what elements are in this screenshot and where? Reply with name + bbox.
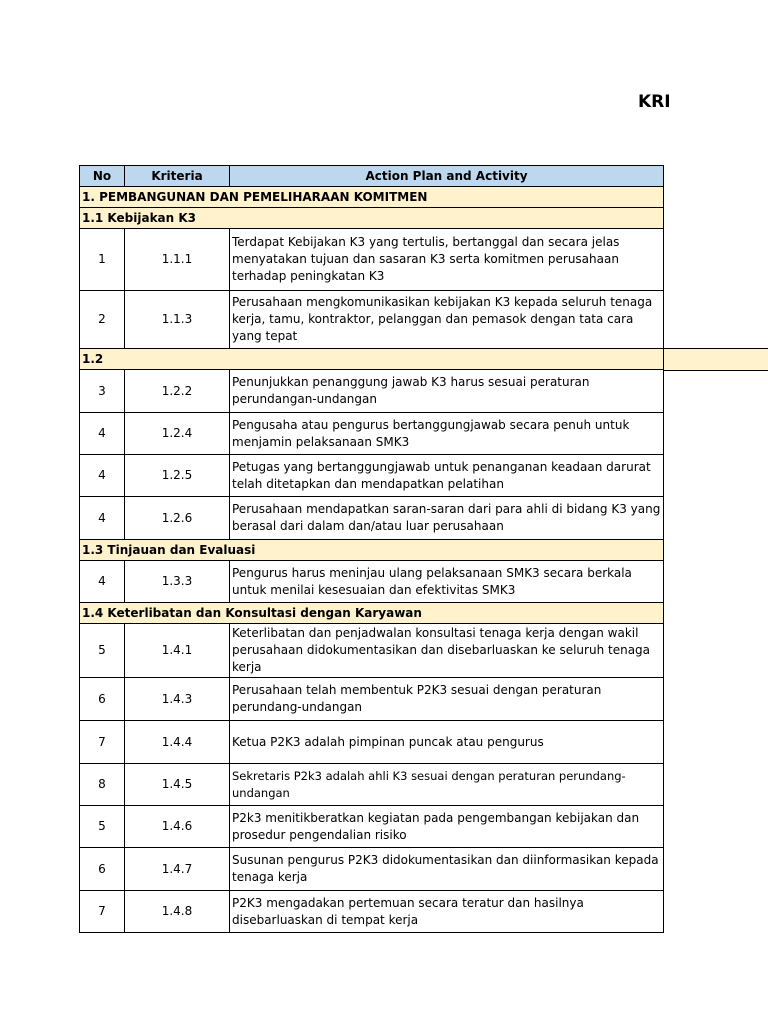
row-number: 4 <box>80 561 125 603</box>
column-header-action-plan: Action Plan and Activity <box>230 166 664 187</box>
row-kriteria: 1.4.1 <box>125 624 230 678</box>
table-row <box>80 764 664 806</box>
table-row <box>80 370 664 413</box>
row-number: 5 <box>80 624 125 678</box>
table-row <box>80 721 664 764</box>
section-label: 1.4 Keterlibatan dan Konsultasi dengan Karyawan <box>80 603 664 624</box>
row-kriteria: 1.4.7 <box>125 848 230 891</box>
section-row-extension <box>663 348 768 371</box>
table-row <box>80 891 664 933</box>
table-header-row <box>80 166 664 187</box>
row-number: 4 <box>80 455 125 497</box>
row-action: Keterlibatan dan penjadwalan konsultasi tenaga kerja dengan wakil perusahaan didokumentasikan dan disebarluaskan ke seluruh tenaga kerja <box>230 624 664 678</box>
row-kriteria: 1.2.5 <box>125 455 230 497</box>
table-row <box>80 497 664 540</box>
row-kriteria: 1.3.3 <box>125 561 230 603</box>
row-number: 8 <box>80 764 125 806</box>
table-row <box>80 229 664 291</box>
section-label: 1.2 <box>80 349 664 370</box>
row-action: Sekretaris P2k3 adalah ahli K3 sesuai dengan peraturan perundang-undangan <box>230 764 664 806</box>
table-row <box>80 291 664 349</box>
table-row <box>80 848 664 891</box>
row-number: 6 <box>80 678 125 721</box>
row-action: Susunan pengurus P2K3 didokumentasikan dan diinformasikan kepada tenaga kerja <box>230 848 664 891</box>
row-action: Penunjukkan penanggung jawab K3 harus sesuai peraturan perundangan-undangan <box>230 370 664 413</box>
page-title: KRI <box>638 92 671 112</box>
section-label: 1.3 Tinjauan dan Evaluasi <box>80 540 664 561</box>
row-kriteria: 1.4.5 <box>125 764 230 806</box>
row-kriteria: 1.2.4 <box>125 413 230 455</box>
column-header-kriteria: Kriteria <box>125 166 230 187</box>
row-number: 6 <box>80 848 125 891</box>
row-kriteria: 1.2.2 <box>125 370 230 413</box>
row-number: 7 <box>80 721 125 764</box>
row-action: P2k3 menitikberatkan kegiatan pada pengembangan kebijakan dan prosedur pengendalian risiko <box>230 806 664 848</box>
row-action: Perusahaan mengkomunikasikan kebijakan K3 kepada seluruh tenaga kerja, tamu, kontraktor, pelanggan dan pemasok dengan tata cara yang tepat <box>230 291 664 349</box>
row-kriteria: 1.4.6 <box>125 806 230 848</box>
row-kriteria: 1.1.1 <box>125 229 230 291</box>
section-row <box>80 187 664 208</box>
row-number: 5 <box>80 806 125 848</box>
table-row <box>80 678 664 721</box>
row-kriteria: 1.4.3 <box>125 678 230 721</box>
row-kriteria: 1.4.4 <box>125 721 230 764</box>
row-number: 1 <box>80 229 125 291</box>
column-header-no: No <box>80 166 125 187</box>
section-row <box>80 349 664 370</box>
row-number: 4 <box>80 413 125 455</box>
row-kriteria: 1.2.6 <box>125 497 230 540</box>
row-action: Terdapat Kebijakan K3 yang tertulis, bertanggal dan secara jelas menyatakan tujuan dan sasaran K3 serta komitmen perusahaan terhadap peningkatan K3 <box>230 229 664 291</box>
section-label: 1.1 Kebijakan K3 <box>80 208 664 229</box>
row-number: 4 <box>80 497 125 540</box>
table-row <box>80 413 664 455</box>
table-row <box>80 624 664 678</box>
row-kriteria: 1.4.8 <box>125 891 230 933</box>
row-action: Ketua P2K3 adalah pimpinan puncak atau pengurus <box>230 721 664 764</box>
criteria-table <box>79 165 664 933</box>
table-row <box>80 561 664 603</box>
row-action: Perusahaan telah membentuk P2K3 sesuai dengan peraturan perundang-undangan <box>230 678 664 721</box>
row-number: 2 <box>80 291 125 349</box>
section-row <box>80 540 664 561</box>
table-row <box>80 806 664 848</box>
row-action: Pengurus harus meninjau ulang pelaksanaan SMK3 secara berkala untuk menilai kesesuaian dan efektivitas SMK3 <box>230 561 664 603</box>
section-row <box>80 208 664 229</box>
row-action: Petugas yang bertanggungjawab untuk penanganan keadaan darurat telah ditetapkan dan mendapatkan pelatihan <box>230 455 664 497</box>
row-number: 7 <box>80 891 125 933</box>
table-row <box>80 455 664 497</box>
section-row <box>80 603 664 624</box>
row-number: 3 <box>80 370 125 413</box>
row-kriteria: 1.1.3 <box>125 291 230 349</box>
section-label: 1. PEMBANGUNAN DAN PEMELIHARAAN KOMITMEN <box>80 187 664 208</box>
row-action: P2K3 mengadakan pertemuan secara teratur dan hasilnya disebarluaskan di tempat kerja <box>230 891 664 933</box>
row-action: Perusahaan mendapatkan saran-saran dari para ahli di bidang K3 yang berasal dari dalam dan/atau luar perusahaan <box>230 497 664 540</box>
row-action: Pengusaha atau pengurus bertanggungjawab secara penuh untuk menjamin pelaksanaan SMK3 <box>230 413 664 455</box>
